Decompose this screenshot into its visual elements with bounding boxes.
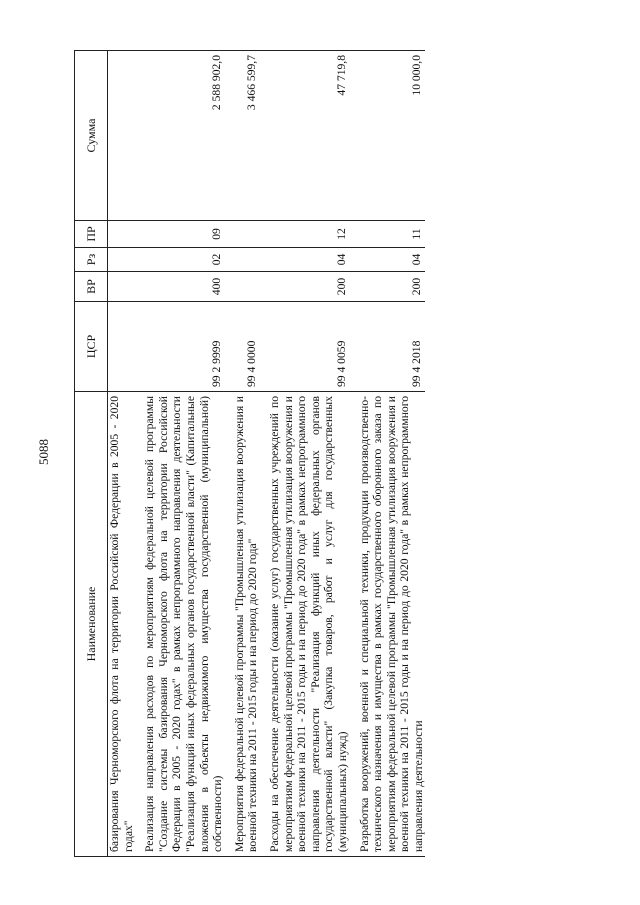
row-pr: 11: [350, 221, 426, 248]
table-row: [135, 51, 225, 857]
row-vr: [108, 272, 136, 302]
row-name: Разработка вооружений, военной и специальной техники, продукции производственно-технического назначения и имущества в рамках государственного оборонного заказа по мероприятиям федеральной целевой программы "Промышленная утилизация вооружения и военной техники на 2011 - 2015 годы и на период до 2020 года" в рамках непрограммного направления деятельности: [357, 396, 425, 852]
table-header-row: [75, 51, 108, 857]
row-pr: 12: [260, 221, 350, 248]
row-rz: [108, 248, 136, 272]
row-pr: [225, 221, 260, 248]
row-name: базирования Черноморского флота на территории Российской Федерации в 2005 - 2020 годах": [108, 396, 135, 852]
row-rz: 04: [260, 248, 350, 272]
row-csr: 99 2 9999: [135, 302, 225, 392]
row-sum: 2 588 902,0: [135, 51, 225, 221]
row-rz: 04: [350, 248, 426, 272]
row-sum: 3 466 599,7: [225, 51, 260, 221]
header-pr: ПР: [75, 221, 108, 248]
row-sum: 47 719,8: [260, 51, 350, 221]
table-row: [108, 51, 136, 857]
header-csr: ЦСР: [75, 302, 108, 392]
row-name: Мероприятия федеральной целевой программы "Промышленная утилизация вооружения и военной техники на 2011 - 2015 годы и на период до 2020 года": [232, 396, 260, 852]
row-sum: 10 000,0: [350, 51, 426, 221]
table-row: [225, 51, 260, 857]
row-vr: [225, 272, 260, 302]
header-vr: ВР: [75, 272, 108, 302]
row-rz: [225, 248, 260, 272]
row-vr: 200: [260, 272, 350, 302]
row-csr: [108, 302, 136, 392]
row-csr: 99 4 0059: [260, 302, 350, 392]
table-row: [350, 51, 426, 857]
budget-table: [74, 50, 425, 857]
row-csr: 99 4 0000: [225, 302, 260, 392]
row-name: Расходы на обеспечение деятельности (оказание услуг) государственных учреждений по мероприятиям федеральной целевой программы "Промышленная утилизация вооружения и военной техники на 2011 - 2015 годы и на период до 2020 года" в рамках непрограммного направления деятельности "Реализация функций иных федеральных органов государственной власти" (Закупка товаров, работ и услуг для государственных (муниципальных) нужд): [267, 396, 349, 852]
header-name: Наименование: [75, 392, 108, 857]
table-row: [260, 51, 350, 857]
row-csr: 99 4 2018: [350, 302, 426, 392]
row-pr: 09: [135, 221, 225, 248]
row-vr: 200: [350, 272, 426, 302]
page-number: 5088: [36, 439, 51, 465]
header-sum: Сумма: [75, 51, 108, 221]
row-pr: [108, 221, 136, 248]
row-name: Реализация направления расходов по мероприятиям федеральной целевой программы "Создание системы базирования Черноморского флота на территории Российской Федерации в 2005 - 2020 годах" в рамках непрограммного направления деятельности "Реализация функций иных федеральных органов государственной власти" (Капитальные вложения в объекты недвижимого имущества государственной (муниципальной) собственности): [143, 396, 225, 852]
row-vr: 400: [135, 272, 225, 302]
header-rz: Рз: [75, 248, 108, 272]
budget-table-sheet: [74, 51, 618, 857]
row-rz: 02: [135, 248, 225, 272]
row-sum: [108, 51, 136, 221]
